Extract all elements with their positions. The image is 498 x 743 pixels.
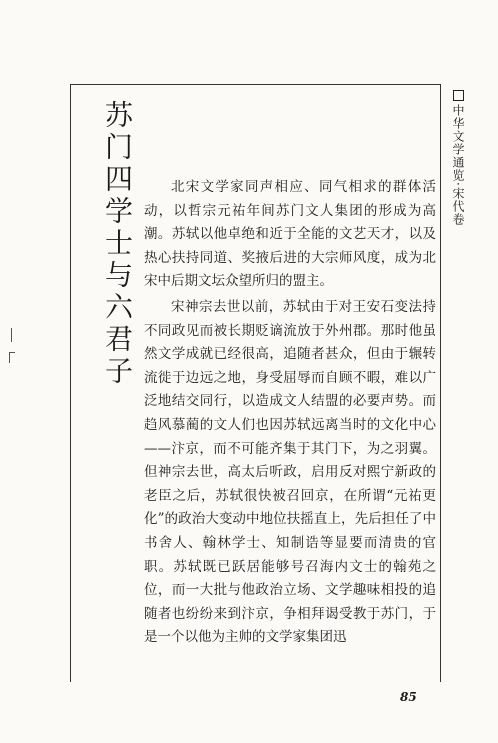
page-number: 85 bbox=[400, 690, 417, 704]
body-text bbox=[144, 176, 436, 650]
paragraph-1: 北宋文学家同声相应、同气相求的群体活动，以哲宗元祐年间苏门文人集团的形成为高潮。苏轼以他卓绝和近于全能的文艺天才，以及热心扶持同道、奖掖后进的大宗师风度，成为北宋中后期文坛众望所归的盟主。 bbox=[144, 179, 436, 290]
frame-left-rule bbox=[70, 84, 71, 682]
chapter-title: 苏门四学士与六君子 bbox=[101, 100, 134, 388]
series-running-header bbox=[450, 90, 467, 226]
paragraph-2: 宋神宗去世以前，苏轼由于对王安石变法持不同政见而被长期贬谪流放于外州郡。那时他虽然文学成就已经很高，追随者甚众，但由于辗转流徙于边远之地，身受屈辱而自顾不暇，难以广泛地结交同行，以造成文人结盟的必要声势。而趋风慕蔺的文人们也因苏轼远离当时的文化中心——汴京，而不可能齐集于其门下，为之羽翼。但神宗去世，高太后听政，启用反对熙宁新政的老臣之后，苏轼很快被召回京，在所谓“元祐更化”的政治大变动中地位扶摇直上，先后担任了中书舍人、翰林学士、知制诰等显要而清贵的官职。苏轼既已跃居能够号召海内文士的翰苑之位，而一大批与他政治立场、文学趣味相投的追随者也纷纷来到汴京，争相拜谒受教于苏门，于是一个以他为主帅的文学家集团迅 bbox=[144, 298, 436, 646]
frame-right-rule bbox=[440, 84, 441, 682]
margin-scan-mark bbox=[9, 328, 15, 370]
series-title: 中华文学通览·宋代卷 bbox=[451, 104, 465, 226]
frame-top-rule bbox=[70, 84, 440, 85]
square-icon bbox=[453, 90, 464, 101]
